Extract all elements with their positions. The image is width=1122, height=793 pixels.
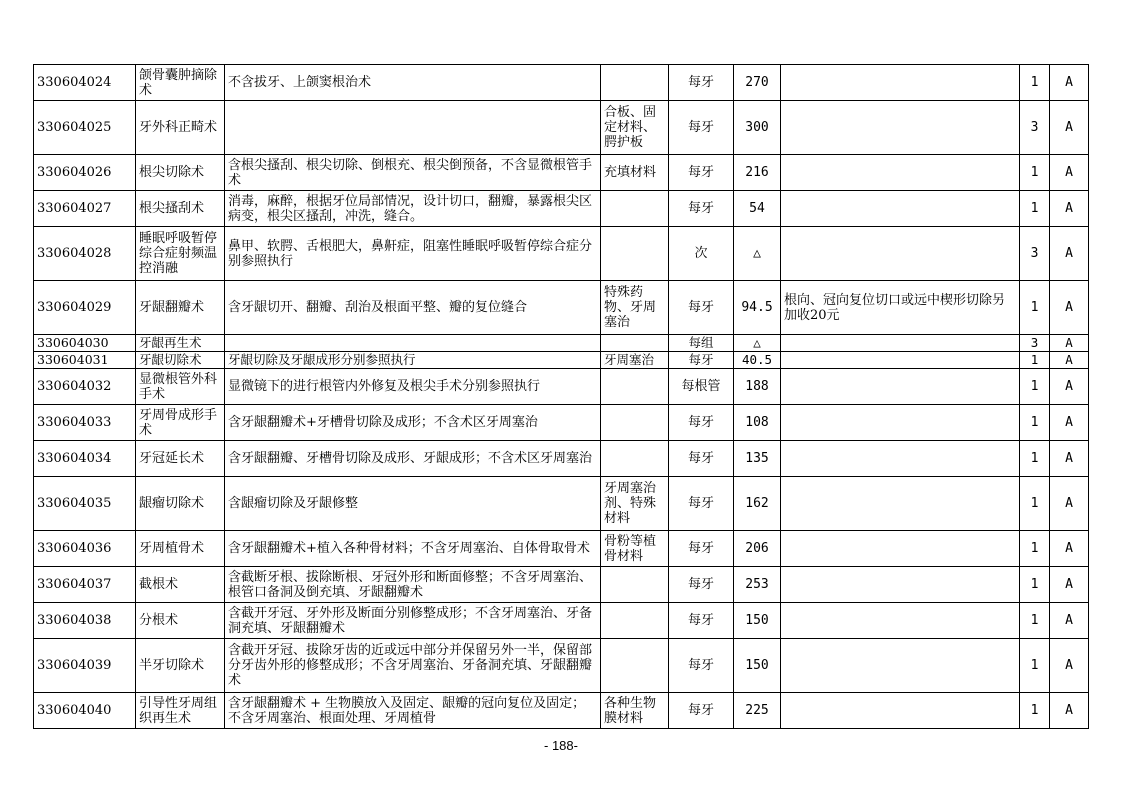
row-category: 1 (1020, 441, 1050, 477)
row-price: 54 (734, 191, 781, 227)
row-excluded: 牙周塞治 (601, 352, 669, 369)
row-grade: A (1050, 352, 1089, 369)
row-excluded (601, 65, 669, 101)
row-content: 消毒，麻醉，根据牙位局部情况，设计切口，翻瓣，暴露根尖区病变，根尖区搔刮，冲洗，缝合。 (225, 191, 601, 227)
row-grade: A (1050, 639, 1089, 693)
row-content: 显微镜下的进行根管内外修复及根尖手术分别参照执行 (225, 369, 601, 405)
row-note (781, 369, 1020, 405)
row-unit: 每牙 (669, 531, 734, 567)
row-code: 330604037 (34, 567, 136, 603)
row-excluded (601, 369, 669, 405)
row-code: 330604034 (34, 441, 136, 477)
row-grade: A (1050, 155, 1089, 191)
table-row (34, 531, 1089, 567)
row-note (781, 693, 1020, 729)
row-grade: A (1050, 441, 1089, 477)
table-row (34, 191, 1089, 227)
row-price: 94.5 (734, 281, 781, 335)
row-name: 牙龈再生术 (136, 335, 225, 352)
table-row (34, 65, 1089, 101)
row-note (781, 567, 1020, 603)
row-note (781, 155, 1020, 191)
row-category: 1 (1020, 155, 1050, 191)
row-code: 330604024 (34, 65, 136, 101)
row-content (225, 335, 601, 352)
row-excluded (601, 603, 669, 639)
row-note (781, 441, 1020, 477)
row-code: 330604039 (34, 639, 136, 693)
row-unit: 每牙 (669, 65, 734, 101)
row-price: 300 (734, 101, 781, 155)
row-content: 含截断牙根、拔除断根、牙冠外形和断面修整；不含牙周塞治、根管口备洞及倒充填、牙龈翻瓣术 (225, 567, 601, 603)
row-category: 3 (1020, 227, 1050, 281)
row-content: 含龈瘤切除及牙龈修整 (225, 477, 601, 531)
row-category: 1 (1020, 405, 1050, 441)
row-content: 含牙龈翻瓣术+植入各种骨材料；不含牙周塞治、自体骨取骨术 (225, 531, 601, 567)
row-excluded: 合板、固定材料、腭护板 (601, 101, 669, 155)
row-unit: 每根管 (669, 369, 734, 405)
price-table (33, 64, 1089, 729)
row-note (781, 335, 1020, 352)
row-excluded: 骨粉等植骨材料 (601, 531, 669, 567)
row-category: 1 (1020, 477, 1050, 531)
row-note (781, 227, 1020, 281)
row-note (781, 477, 1020, 531)
row-excluded: 特殊药物、牙周塞治 (601, 281, 669, 335)
table-row (34, 639, 1089, 693)
row-name: 龈瘤切除术 (136, 477, 225, 531)
row-content: 含牙龈翻瓣、牙槽骨切除及成形、牙龈成形；不含术区牙周塞治 (225, 441, 601, 477)
row-note (781, 603, 1020, 639)
row-name: 根尖切除术 (136, 155, 225, 191)
row-category: 1 (1020, 603, 1050, 639)
row-excluded (601, 441, 669, 477)
row-excluded: 充填材料 (601, 155, 669, 191)
row-code: 330604032 (34, 369, 136, 405)
row-name: 截根术 (136, 567, 225, 603)
row-code: 330604029 (34, 281, 136, 335)
row-content: 含牙龈切开、翻瓣、刮治及根面平整、瓣的复位缝合 (225, 281, 601, 335)
row-category: 1 (1020, 281, 1050, 335)
row-name: 分根术 (136, 603, 225, 639)
row-unit: 每组 (669, 335, 734, 352)
row-content (225, 101, 601, 155)
row-name: 牙周骨成形手术 (136, 405, 225, 441)
row-category: 3 (1020, 335, 1050, 352)
row-category: 1 (1020, 369, 1050, 405)
row-name: 睡眠呼吸暂停综合症射频温控消融 (136, 227, 225, 281)
row-name: 牙外科正畸术 (136, 101, 225, 155)
table-row (34, 477, 1089, 531)
row-content: 不含拔牙、上颌窦根治术 (225, 65, 601, 101)
row-grade: A (1050, 693, 1089, 729)
table-body (34, 65, 1089, 729)
row-unit: 每牙 (669, 101, 734, 155)
table-row (34, 603, 1089, 639)
row-category: 1 (1020, 693, 1050, 729)
row-category: 1 (1020, 567, 1050, 603)
row-price: 270 (734, 65, 781, 101)
row-excluded (601, 567, 669, 603)
row-price: △ (734, 227, 781, 281)
row-price: 150 (734, 639, 781, 693)
row-code: 330604028 (34, 227, 136, 281)
table-row (34, 405, 1089, 441)
row-unit: 每牙 (669, 477, 734, 531)
row-content: 含截开牙冠、拔除牙齿的近或远中部分并保留另外一半，保留部分牙齿外形的修整成形；不含牙周塞治、牙备洞充填、牙龈翻瓣术 (225, 639, 601, 693)
row-unit: 每牙 (669, 281, 734, 335)
row-content: 鼻甲、软腭、舌根肥大，鼻鼾症，阻塞性睡眠呼吸暂停综合症分别参照执行 (225, 227, 601, 281)
row-price: 162 (734, 477, 781, 531)
row-name: 根尖搔刮术 (136, 191, 225, 227)
row-code: 330604035 (34, 477, 136, 531)
row-price: 253 (734, 567, 781, 603)
row-price: 188 (734, 369, 781, 405)
row-code: 330604026 (34, 155, 136, 191)
row-unit: 每牙 (669, 191, 734, 227)
row-price: 206 (734, 531, 781, 567)
row-category: 1 (1020, 352, 1050, 369)
row-price: 150 (734, 603, 781, 639)
row-code: 330604033 (34, 405, 136, 441)
row-grade: A (1050, 567, 1089, 603)
row-code: 330604031 (34, 352, 136, 369)
row-name: 牙龈切除术 (136, 352, 225, 369)
row-content: 牙龈切除及牙龈成形分别参照执行 (225, 352, 601, 369)
row-price: 108 (734, 405, 781, 441)
row-excluded: 牙周塞治剂、特殊材料 (601, 477, 669, 531)
row-grade: A (1050, 335, 1089, 352)
row-excluded (601, 335, 669, 352)
table-row (34, 693, 1089, 729)
row-grade: A (1050, 101, 1089, 155)
row-unit: 每牙 (669, 603, 734, 639)
row-note (781, 101, 1020, 155)
row-note (781, 405, 1020, 441)
row-price: 216 (734, 155, 781, 191)
row-price: △ (734, 335, 781, 352)
row-code: 330604038 (34, 603, 136, 639)
row-price: 135 (734, 441, 781, 477)
row-category: 1 (1020, 639, 1050, 693)
table-row (34, 281, 1089, 335)
row-category: 1 (1020, 191, 1050, 227)
row-code: 330604025 (34, 101, 136, 155)
row-unit: 每牙 (669, 352, 734, 369)
row-unit: 每牙 (669, 693, 734, 729)
row-category: 1 (1020, 531, 1050, 567)
row-grade: A (1050, 369, 1089, 405)
row-price: 225 (734, 693, 781, 729)
row-content: 含根尖搔刮、根尖切除、倒根充、根尖倒预备，不含显微根管手术 (225, 155, 601, 191)
row-note (781, 531, 1020, 567)
row-grade: A (1050, 477, 1089, 531)
row-price: 40.5 (734, 352, 781, 369)
row-content: 含牙龈翻瓣术+牙槽骨切除及成形；不含术区牙周塞治 (225, 405, 601, 441)
row-note: 根向、冠向复位切口或远中楔形切除另加收20元 (781, 281, 1020, 335)
row-note (781, 65, 1020, 101)
row-grade: A (1050, 531, 1089, 567)
row-excluded (601, 191, 669, 227)
row-code: 330604030 (34, 335, 136, 352)
row-unit: 每牙 (669, 639, 734, 693)
row-note (781, 639, 1020, 693)
row-name: 半牙切除术 (136, 639, 225, 693)
row-name: 显微根管外科手术 (136, 369, 225, 405)
row-grade: A (1050, 65, 1089, 101)
row-grade: A (1050, 603, 1089, 639)
table-row (34, 335, 1089, 352)
row-unit: 每牙 (669, 155, 734, 191)
row-excluded: 各种生物膜材料 (601, 693, 669, 729)
row-name: 颌骨囊肿摘除术 (136, 65, 225, 101)
row-grade: A (1050, 227, 1089, 281)
row-note (781, 352, 1020, 369)
row-note (781, 191, 1020, 227)
row-name: 牙周植骨术 (136, 531, 225, 567)
row-unit: 每牙 (669, 405, 734, 441)
row-name: 引导性牙周组织再生术 (136, 693, 225, 729)
row-excluded (601, 227, 669, 281)
row-code: 330604040 (34, 693, 136, 729)
row-name: 牙冠延长术 (136, 441, 225, 477)
row-category: 1 (1020, 65, 1050, 101)
row-excluded (601, 405, 669, 441)
table-row (34, 369, 1089, 405)
row-unit: 每牙 (669, 567, 734, 603)
row-code: 330604036 (34, 531, 136, 567)
table-row (34, 101, 1089, 155)
row-excluded (601, 639, 669, 693)
table-row (34, 441, 1089, 477)
row-content: 含截开牙冠、牙外形及断面分别修整成形；不含牙周塞治、牙备洞充填、牙龈翻瓣术 (225, 603, 601, 639)
page-number: - 188- (544, 738, 578, 753)
row-name: 牙龈翻瓣术 (136, 281, 225, 335)
row-grade: A (1050, 281, 1089, 335)
table-row (34, 352, 1089, 369)
table-row (34, 227, 1089, 281)
table-row (34, 155, 1089, 191)
row-unit: 次 (669, 227, 734, 281)
table-row (34, 567, 1089, 603)
row-grade: A (1050, 405, 1089, 441)
row-grade: A (1050, 191, 1089, 227)
row-code: 330604027 (34, 191, 136, 227)
row-unit: 每牙 (669, 441, 734, 477)
row-content: 含牙龈翻瓣术 + 生物膜放入及固定、龈瓣的冠向复位及固定；不含牙周塞治、根面处理、牙周植骨 (225, 693, 601, 729)
row-category: 3 (1020, 101, 1050, 155)
